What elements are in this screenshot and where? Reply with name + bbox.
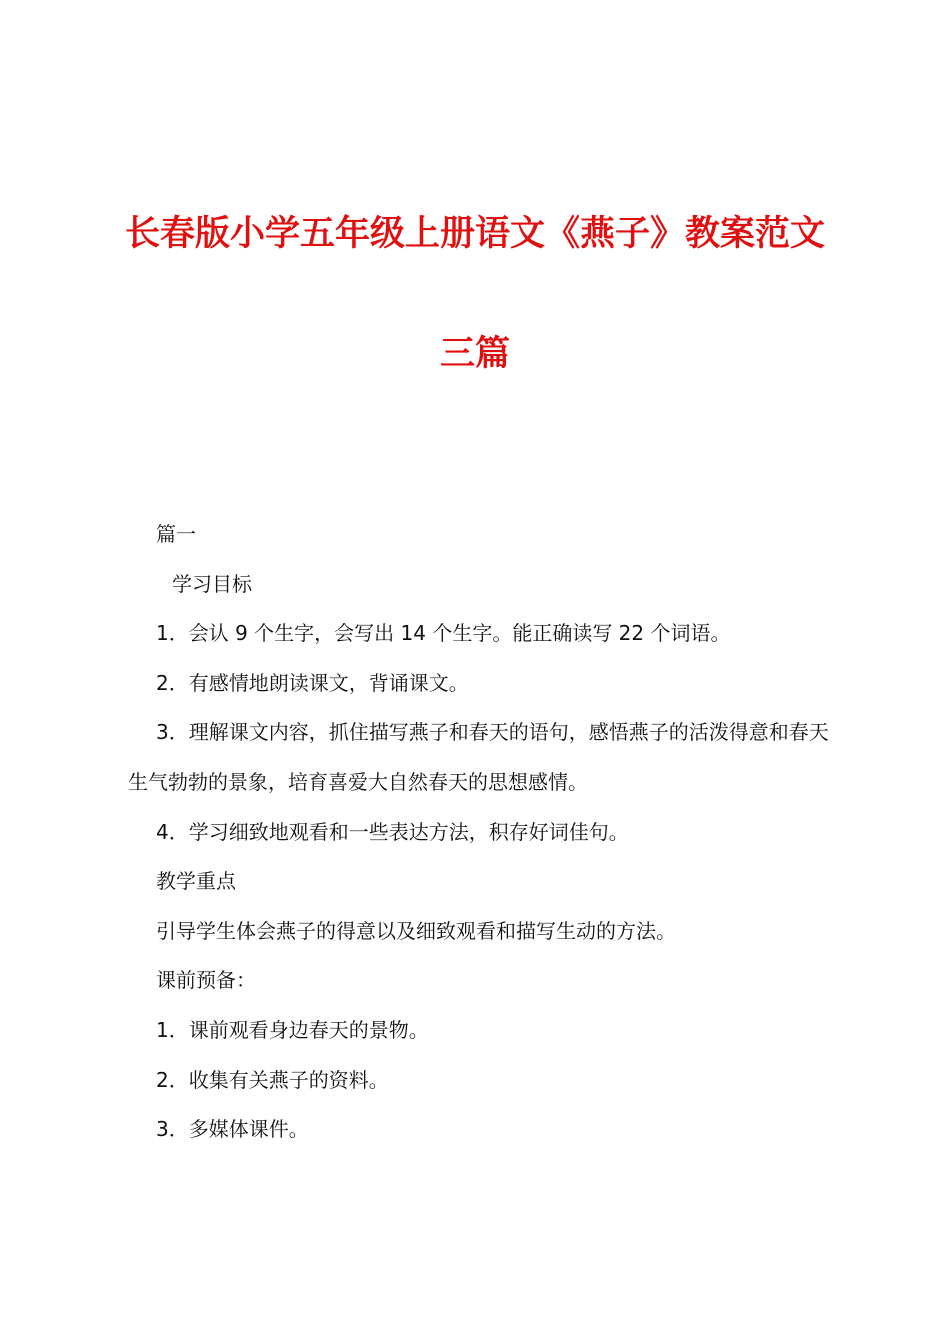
preparation-item-1: 1．课前观看身边春天的景物。 (156, 1017, 429, 1042)
document-body (128, 510, 832, 1155)
section-label: 篇一 (156, 522, 196, 546)
goal-item-4: 4．学习细致地观看和一些表达方法，积存好词佳句。 (156, 819, 629, 844)
learning-goals-heading: 学习目标 (172, 571, 252, 596)
key-points-text: 引导学生体会燕子的得意以及细致观看和描写生动的方法。 (156, 918, 676, 943)
goal-item-1: 1．会认 9 个生字，会写出 14 个生字。能正确读写 22 个词语。 (156, 621, 731, 646)
document-title-line2: 三篇 (439, 333, 510, 374)
goal-item-3: 3．理解课文内容，抓住描写燕子和春天的语句，感悟燕子的活泼得意和春天生气勃勃的景象，培育喜爱大自然春天的思想感情。 (128, 720, 829, 794)
preparation-item-3: 3．多媒体课件。 (156, 1117, 309, 1142)
preparation-heading: 课前预备： (156, 968, 256, 993)
key-points-heading: 教学重点 (156, 869, 236, 894)
goal-item-2: 2．有感情地朗读课文，背诵课文。 (156, 670, 469, 695)
document-title-line1: 长春版小学五年级上册语文《燕子》教案范文 (124, 213, 825, 254)
preparation-item-2: 2．收集有关燕子的资料。 (156, 1067, 389, 1092)
